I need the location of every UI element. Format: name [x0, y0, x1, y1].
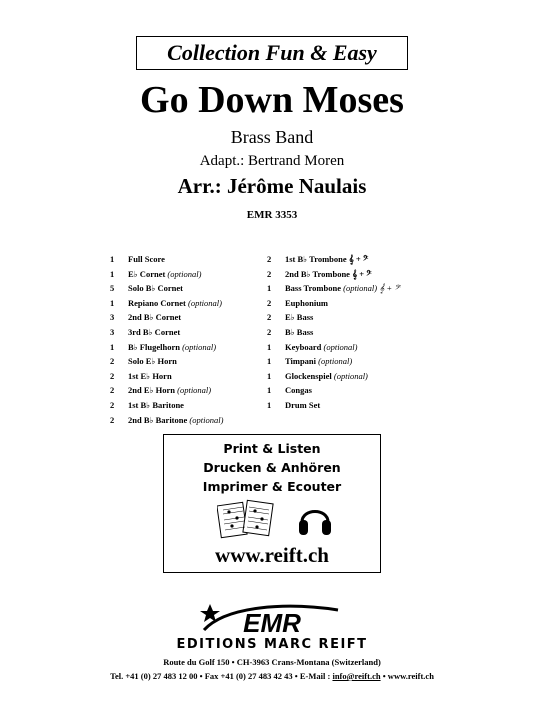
part-row	[267, 340, 437, 355]
part-row	[267, 281, 437, 296]
part-row	[110, 267, 260, 282]
part-name-wrap	[285, 383, 312, 398]
part-row	[267, 252, 437, 267]
part-name-wrap	[128, 267, 201, 282]
part-name: Repiano Cornet	[128, 297, 186, 308]
part-row	[110, 281, 260, 296]
part-quantity: 1	[110, 297, 115, 308]
part-row	[110, 252, 260, 267]
part-name-wrap	[128, 281, 183, 296]
part-name-wrap	[285, 369, 368, 384]
part-name: Timpani	[285, 356, 317, 367]
part-name: Glockenspiel	[285, 370, 332, 381]
part-name: 2nd E♭ Horn	[128, 385, 175, 396]
part-name: 1st B♭ Trombone 𝄞 + 𝄢	[285, 254, 369, 264]
part-name: Euphonium	[285, 297, 328, 308]
part-row	[267, 354, 437, 369]
part-name-wrap	[285, 252, 368, 267]
part-name-wrap	[128, 310, 181, 325]
part-quantity: 3	[110, 326, 115, 337]
sheet-music-icon	[217, 498, 275, 540]
contact-website: • www.reift.ch	[380, 671, 434, 681]
part-optional-note: (optional)	[189, 414, 224, 425]
part-quantity: 1	[110, 341, 115, 352]
part-name-wrap	[128, 383, 211, 398]
part-quantity: 2	[267, 268, 272, 279]
part-name: Congas	[285, 385, 312, 396]
part-optional-note: (optional)	[318, 356, 353, 367]
part-row	[267, 296, 437, 311]
part-row	[267, 383, 437, 398]
ensemble-subtitle: Brass Band	[230, 127, 314, 147]
part-name-wrap	[128, 369, 172, 384]
headphones-icon	[297, 500, 333, 538]
part-optional-note: (optional)	[167, 268, 202, 279]
part-row	[110, 413, 260, 428]
part-name: E♭ Cornet	[128, 268, 166, 279]
part-name-wrap	[285, 296, 328, 311]
part-optional-note: (optional)	[323, 341, 358, 352]
parts-list-left	[110, 252, 260, 427]
part-quantity: 2	[110, 385, 115, 396]
logo-text: EMR	[243, 608, 301, 638]
part-row	[110, 354, 260, 369]
part-name: B♭ Flugelhorn	[128, 341, 180, 352]
part-name: 1st B♭ Baritone	[128, 399, 184, 410]
part-name: Full Score	[128, 254, 165, 264]
part-name: 2nd B♭ Trombone 𝄞 + 𝄢	[285, 268, 372, 279]
part-name: Solo B♭ Cornet	[128, 283, 184, 294]
part-quantity: 1	[267, 370, 272, 381]
part-name-wrap	[285, 310, 313, 325]
part-quantity: 3	[110, 312, 115, 323]
part-optional-note: (optional) 𝄞 + 𝄢	[343, 283, 400, 294]
part-quantity: 1	[267, 341, 272, 352]
series-title-box	[136, 36, 408, 70]
part-name: Solo E♭ Horn	[128, 356, 177, 367]
publisher-address: Route du Golf 150 • CH-3963 Crans-Montana (Switzerland)	[163, 657, 381, 667]
part-name: 2nd B♭ Cornet	[128, 312, 182, 323]
part-name-wrap	[285, 354, 352, 369]
part-quantity: 2	[110, 370, 115, 381]
part-quantity: 1	[110, 254, 115, 264]
part-row	[267, 267, 437, 282]
parts-list-right	[267, 252, 437, 413]
arranger-credit: Arr.: Jérôme Naulais	[177, 174, 367, 198]
part-name: Keyboard	[285, 341, 322, 352]
part-quantity: 2	[110, 356, 115, 367]
part-name-wrap	[128, 398, 184, 413]
part-quantity: 1	[267, 283, 272, 294]
part-name: 3rd B♭ Cornet	[128, 326, 181, 337]
part-name: Bass Trombone	[285, 283, 341, 294]
part-row	[267, 325, 437, 340]
piece-title: Go Down Moses	[140, 79, 404, 121]
part-name-wrap	[128, 296, 222, 311]
print-listen-fr: Imprimer & Ecouter	[202, 479, 342, 494]
part-row	[110, 369, 260, 384]
part-name-wrap	[285, 267, 372, 282]
catalog-number: EMR 3353	[246, 209, 298, 221]
part-quantity: 2	[267, 326, 272, 337]
part-row	[110, 340, 260, 355]
print-listen-en: Print & Listen	[223, 441, 321, 456]
part-quantity: 1	[267, 356, 272, 367]
adaptation-credit: Adapt.: Bertrand Moren	[199, 153, 345, 169]
publisher-name: EDITIONS MARC REIFT	[176, 637, 368, 652]
part-row	[110, 398, 260, 413]
part-row	[110, 296, 260, 311]
part-quantity: 1	[267, 399, 272, 410]
part-name-wrap	[285, 281, 400, 296]
part-name-wrap	[285, 325, 313, 340]
part-optional-note: (optional)	[177, 385, 212, 396]
part-row	[110, 383, 260, 398]
part-optional-note: (optional)	[187, 297, 222, 308]
emr-logo-icon	[196, 600, 348, 638]
part-name: E♭ Bass	[285, 312, 314, 323]
part-name-wrap	[128, 252, 165, 267]
print-box-url[interactable]: www.reift.ch	[215, 543, 329, 567]
part-name-wrap	[128, 354, 177, 369]
part-quantity: 2	[110, 414, 115, 425]
part-name: 2nd B♭ Baritone	[128, 414, 188, 425]
part-row	[267, 398, 437, 413]
series-title: Collection Fun & Easy	[167, 40, 377, 65]
part-row	[110, 310, 260, 325]
part-row	[267, 369, 437, 384]
part-name-wrap	[285, 340, 358, 355]
print-listen-de: Drucken & Anhören	[203, 460, 341, 475]
part-name: Drum Set	[285, 399, 321, 410]
part-name-wrap	[128, 340, 216, 355]
print-listen-box	[163, 434, 381, 573]
contact-phone-fax: Tel. +41 (0) 27 483 12 00 • Fax +41 (0) 27 483 42 43 • E-Mail :	[110, 671, 333, 681]
part-quantity: 2	[267, 312, 272, 323]
part-quantity: 2	[267, 254, 272, 264]
part-quantity: 1	[267, 385, 272, 396]
part-quantity: 1	[110, 268, 115, 279]
part-row	[267, 310, 437, 325]
part-quantity: 5	[110, 283, 115, 294]
part-name-wrap	[128, 325, 180, 340]
part-quantity: 2	[267, 297, 272, 308]
part-optional-note: (optional)	[333, 370, 368, 381]
part-name-wrap	[285, 398, 320, 413]
part-optional-note: (optional)	[182, 341, 217, 352]
part-row	[110, 325, 260, 340]
part-name: B♭ Bass	[285, 326, 314, 337]
part-name: 1st E♭ Horn	[128, 370, 172, 381]
publisher-contact	[0, 670, 544, 682]
contact-email-link[interactable]: info@reift.ch	[332, 671, 381, 681]
part-quantity: 2	[110, 399, 115, 410]
part-name-wrap	[128, 413, 223, 428]
